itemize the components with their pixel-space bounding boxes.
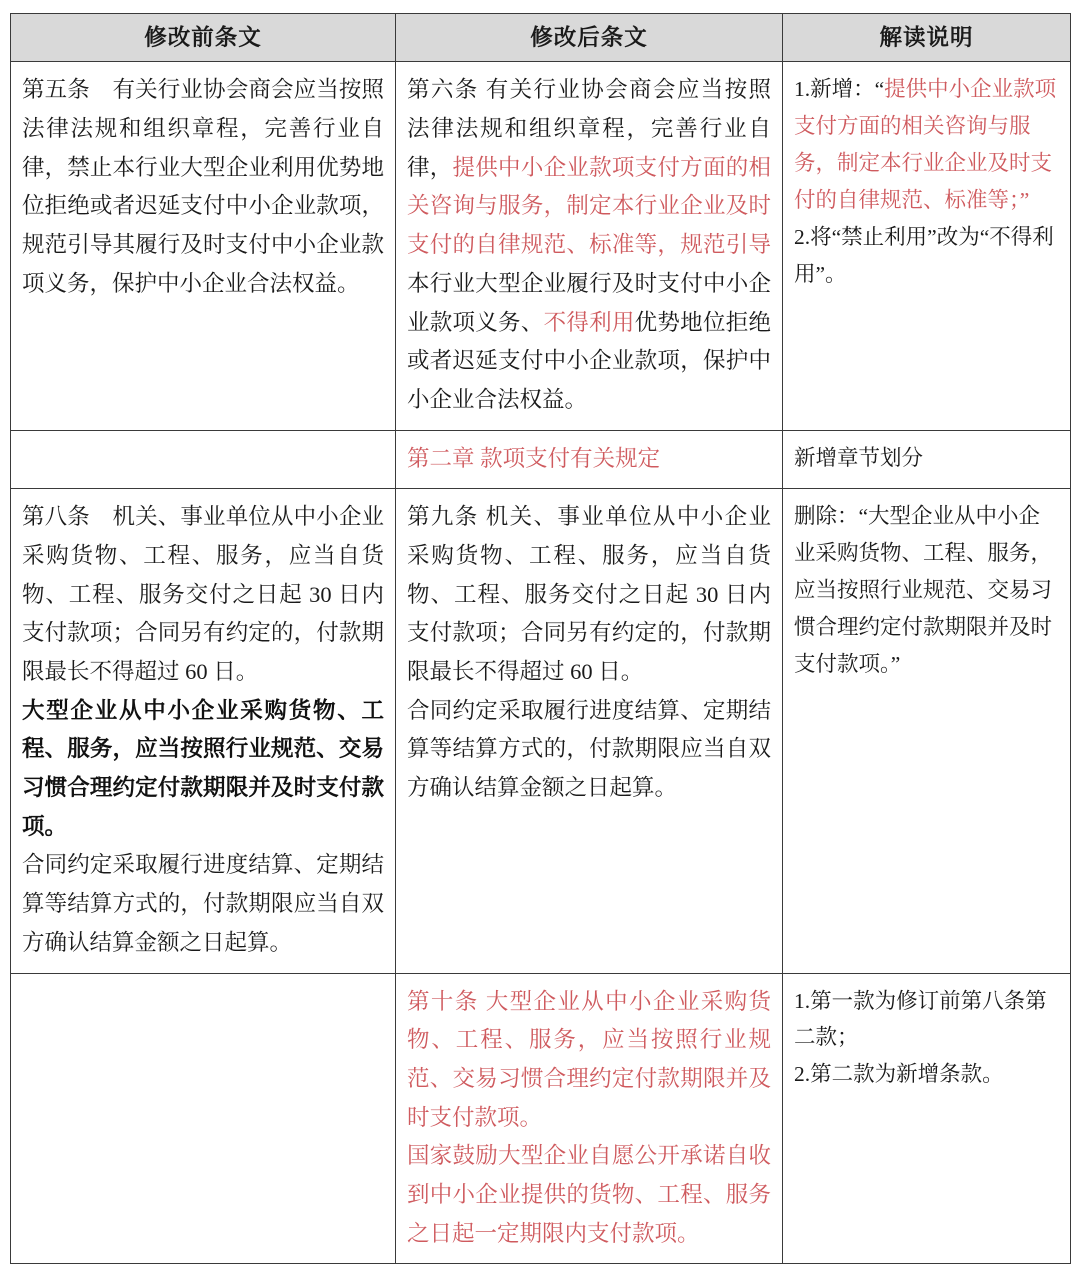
table-header <box>11 14 1071 62</box>
cell-content <box>22 71 384 303</box>
column-header-before: 修改前条文 <box>11 14 396 62</box>
cell-before <box>11 973 396 1264</box>
amendment-comparison-table <box>10 13 1071 1264</box>
text-run-normal: 删除：“大型企业从中小企业采购货物、工程、服务，应当按照行业规范、交易习惯合理约定付款期限并及时支付款项。” <box>794 504 1053 677</box>
paragraph <box>794 440 1059 477</box>
cell-content-empty <box>22 983 384 1022</box>
cell-content <box>22 498 384 962</box>
text-run-normal: 新增章节划分 <box>794 445 924 470</box>
text-run-normal: 合同约定采取履行进度结算、定期结算等结算方式的，付款期限应当自双方确认结算金额之日起算。 <box>407 697 771 801</box>
cell-note <box>783 430 1071 489</box>
paragraph <box>407 1137 771 1253</box>
table-row <box>11 430 1071 489</box>
text-run-normal: 第六条 有关行业协会商会应当按照法律法规和组织章程，完善行业自律， <box>407 77 771 180</box>
paragraph <box>794 219 1059 293</box>
paragraph <box>22 71 384 303</box>
table-row <box>11 489 1071 973</box>
cell-before <box>11 489 396 973</box>
paragraph <box>407 498 771 691</box>
text-run-normal: 优势地位拒绝或者迟延支付中小企业款项，保护中小企业合法权益。 <box>407 309 771 412</box>
paragraph <box>407 440 771 479</box>
text-run-normal: 合同约定采取履行进度结算、定期结算等结算方式的，付款期限应当自双方确认结算金额之日起算。 <box>22 852 384 955</box>
text-run-red: 第十条 大型企业从中小企业采购货物、工程、服务，应当按照行业规范、交易习惯合理约定付款期限并及时支付款项。 <box>407 988 771 1130</box>
cell-before <box>11 430 396 489</box>
cell-after <box>396 973 783 1264</box>
cell-before <box>11 62 396 430</box>
table-body <box>11 62 1071 1264</box>
text-run-normal: 第八条 机关、事业单位从中小企业采购货物、工程、服务，应当自货物、工程、服务交付之日起 30 日内支付款项；合同另有约定的，付款期限最长不得超过 60 日。 <box>22 504 384 684</box>
cell-note <box>783 973 1071 1264</box>
cell-content <box>794 440 1059 477</box>
cell-content <box>407 71 771 419</box>
text-run-normal: 1.第一款为修订前第八条第二款； <box>794 988 1047 1050</box>
cell-after <box>396 430 783 489</box>
text-run-red: 提供中小企业款项支付方面的相关咨询与服务，制定本行业企业及时支付的自律规范、标准等；” <box>794 77 1057 213</box>
cell-note <box>783 62 1071 430</box>
paragraph <box>22 692 384 847</box>
cell-content <box>407 440 771 479</box>
cell-content-empty <box>22 440 384 479</box>
text-run-normal: 第五条 有关行业协会商会应当按照法律法规和组织章程，完善行业自律，禁止本行业大型企业利用优势地位拒绝或者迟延支付中小企业款项，规范引导其履行及时支付中小企业款项义务，保护中小企业合法权益。 <box>22 77 384 296</box>
text-run-normal: 本行业大型企业履行及时支付中小企业款项义务、 <box>407 270 771 335</box>
cell-after <box>396 62 783 430</box>
cell-content <box>407 983 771 1254</box>
column-header-note: 解读说明 <box>783 14 1071 62</box>
table-header-row <box>11 14 1071 62</box>
paragraph <box>407 71 771 419</box>
paragraph <box>22 846 384 962</box>
column-header-after: 修改后条文 <box>396 14 783 62</box>
table-row <box>11 62 1071 430</box>
paragraph <box>794 1056 1059 1093</box>
text-run-red: 提供中小企业款项支付方面的相关咨询与服务，制定本行业企业及时支付的自律规范、标准等，规范引导 <box>407 154 771 258</box>
paragraph <box>794 71 1059 219</box>
paragraph <box>794 983 1059 1057</box>
text-run-normal: 第九条 机关、事业单位从中小企业采购货物、工程、服务，应当自货物、工程、服务交付之日起 30 日内支付款项；合同另有约定的，付款期限最长不得超过 60 日。 <box>407 504 771 684</box>
text-run-red: 国家鼓励大型企业自愿公开承诺自收到中小企业提供的货物、工程、服务之日起一定期限内支付款项。 <box>407 1143 771 1246</box>
table-row <box>11 973 1071 1264</box>
text-run-normal: 2.将“禁止利用”改为“不得利用”。 <box>794 225 1054 287</box>
paragraph <box>794 498 1059 683</box>
cell-note <box>783 489 1071 973</box>
text-run-red: 不得利用 <box>543 309 635 335</box>
paragraph <box>407 692 771 808</box>
cell-content <box>794 498 1059 683</box>
text-run-normal: 1.新增：“ <box>794 77 885 102</box>
cell-content <box>794 71 1059 293</box>
cell-content <box>794 983 1059 1094</box>
text-run-bold: 大型企业从中小企业采购货物、工程、服务，应当按照行业规范、交易习惯合理约定付款期限并及时支付款项。 <box>22 697 384 839</box>
cell-content <box>407 498 771 808</box>
paragraph <box>22 498 384 691</box>
paragraph <box>407 983 771 1138</box>
cell-after <box>396 489 783 973</box>
text-run-red: 第二章 款项支付有关规定 <box>407 445 661 471</box>
text-run-normal: 2.第二款为新增条款。 <box>794 1062 1004 1087</box>
